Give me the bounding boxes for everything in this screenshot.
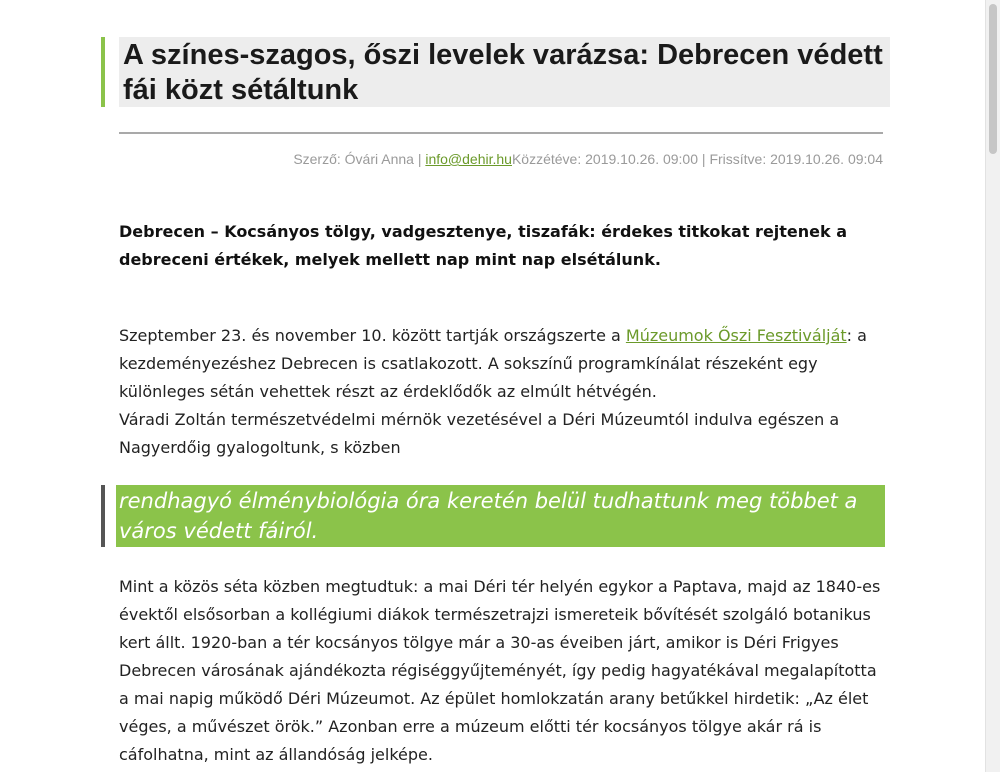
- pull-quote: [116, 485, 885, 547]
- page-scrollbar[interactable]: [985, 0, 1000, 772]
- paragraph: [119, 322, 885, 462]
- festival-link[interactable]: Múzeumok Őszi Fesztiválját: [625, 326, 847, 345]
- paragraph: Mint a közös séta közben megtudtuk: a mai Déri tér helyén egykor a Paptava, majd az 1840-es évektől elsősorban a kollégiumi diákok természetrajzi ismereteik bővítését szolgáló botanikus kert állt. 1920-ban a tér kocsányos tölgye már a 30-as éveiben járt, amikor is Déri Frigyes Debrecen városának ajándékozta régiséggyűjteményét, így pedig hagyatékával megalapította a mai napig működő Déri Múzeumot. Az épület homlokzatán arany betűkkel hirdetik: „Az élet véges, a művészet örök.” Azonban erre a múzeum előtti tér kocsányos tölgye akár rá is cáfolhatna, mint az állandóság jelképe.: [119, 577, 881, 764]
- scrollbar-thumb[interactable]: [989, 4, 997, 154]
- published-label: Közzétéve:: [511, 151, 586, 167]
- updated-label: Frissítve:: [709, 151, 771, 167]
- published-date: 2019.10.26. 09:00: [585, 151, 699, 167]
- title-accent-bar: [101, 37, 890, 107]
- paragraph-text: Váradi Zoltán természetvédelmi mérnök vezetésével a Déri Múzeumtól indulva egészen a Nagyerdőig gyalogoltunk, s közben: [119, 410, 840, 457]
- updated-date: 2019.10.26. 09:04: [770, 151, 883, 167]
- title-box: [119, 37, 890, 107]
- quote-side-bar: [101, 485, 105, 547]
- article-title: A színes-szagos, őszi levelek varázsa: Debrecen védett fái közt sétáltunk: [123, 39, 883, 106]
- paragraph-text: Szeptember 23. és november 10. között tartják országszerte a: [119, 326, 626, 345]
- meta-separator: |: [698, 151, 710, 167]
- paragraph-text: : a kezdeményezéshez Debrecen is csatlakozott. A sokszínű programkínálat részeként egy különleges sétán vehettek részt az érdeklődők az elmúlt hétvégén.: [119, 326, 867, 401]
- article-lead: Debrecen – Kocsányos tölgy, vadgesztenye, tiszafák: érdekes titkokat rejtenek a debreceni értékek, melyek mellett nap mint nap elsétálunk.: [119, 222, 848, 269]
- author-email-link[interactable]: info@dehir.hu: [425, 151, 512, 167]
- title-divider: [119, 132, 883, 134]
- article-meta: [119, 150, 883, 168]
- author-name: Óvári Anna: [344, 151, 414, 167]
- author-prefix: Szerző:: [293, 151, 345, 167]
- pull-quote-text: rendhagyó élménybiológia óra keretén belül tudhattunk meg többet a város védett fáiról.: [119, 489, 858, 543]
- meta-separator: |: [413, 151, 426, 167]
